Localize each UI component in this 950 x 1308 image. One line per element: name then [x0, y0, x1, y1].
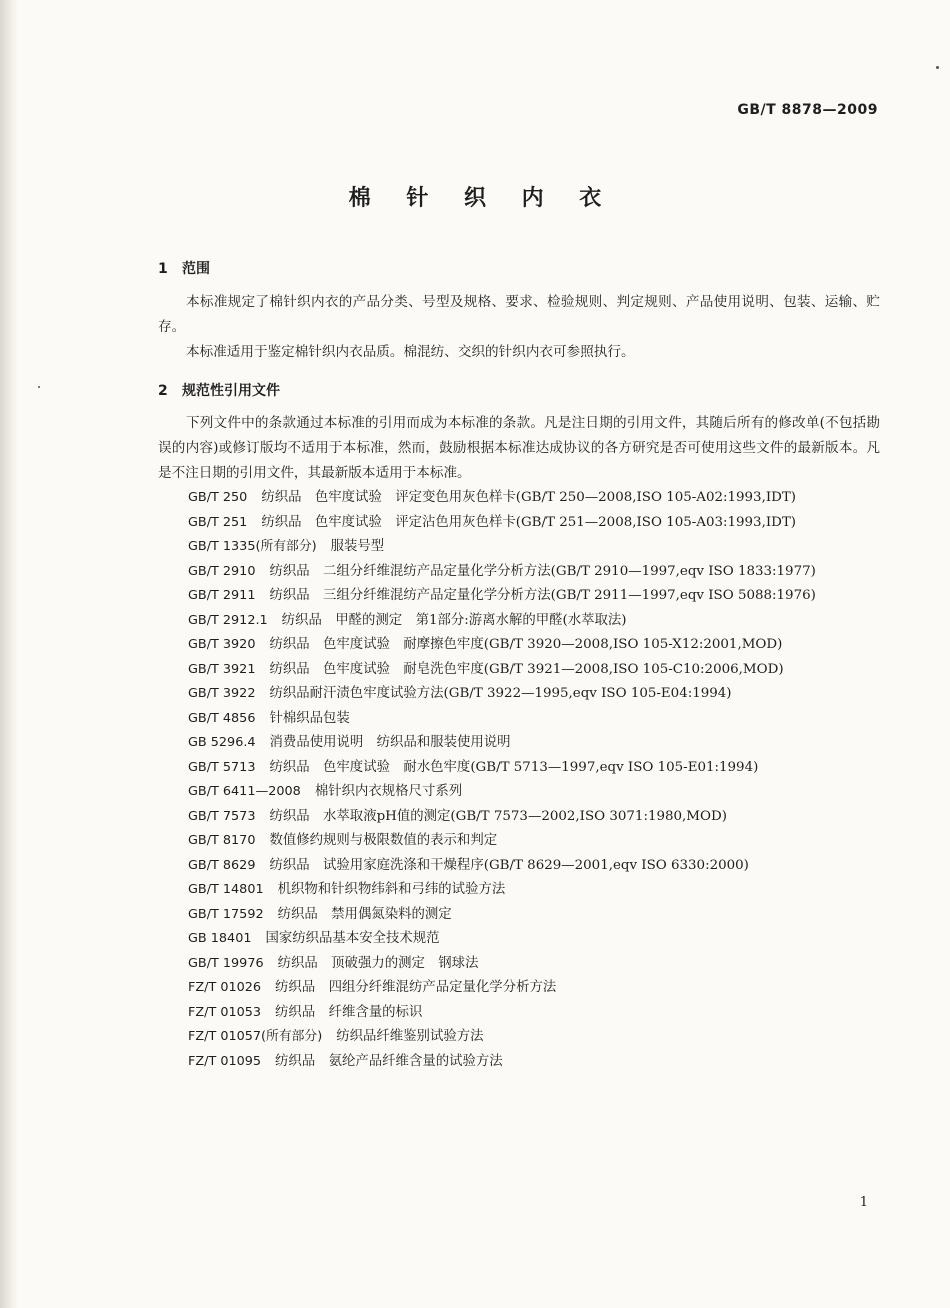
reference-title: 纺织品 甲醛的测定 第1部分:游离水解的甲醛(水萃取法)	[281, 612, 627, 628]
reference-item	[158, 633, 882, 658]
reference-code: GB 5296.4	[188, 735, 256, 750]
reference-code: GB/T 5713	[188, 759, 256, 775]
reference-code: GB/T 19976	[188, 955, 264, 971]
reference-title: 数值修约规则与极限数值的表示和判定	[269, 833, 498, 848]
reference-code: GB/T 3922	[188, 686, 256, 701]
reference-item	[158, 707, 882, 732]
reference-item	[158, 486, 882, 511]
reference-code: GB/T 1335(所有部分)	[188, 539, 317, 554]
reference-item	[158, 805, 882, 830]
section-title: 范围	[182, 261, 210, 277]
reference-item	[158, 878, 882, 903]
reference-title: 纺织品 禁用偶氮染料的测定	[277, 906, 452, 922]
reference-item	[158, 1050, 882, 1075]
reference-code: GB/T 14801	[188, 882, 264, 897]
reference-title: 纺织品 色牢度试验 耐摩擦色牢度(GB/T 3920—2008,ISO 105-X12:2001,MOD)	[269, 637, 783, 652]
reference-title: 纺织品纤维鉴别试验方法	[336, 1029, 484, 1044]
reference-code: GB 18401	[188, 931, 252, 946]
reference-item	[158, 584, 882, 609]
reference-list	[158, 486, 882, 1074]
reference-title: 纺织品 色牢度试验 耐皂洗色牢度(GB/T 3921—2008,ISO 105-C10:2006,MOD)	[269, 661, 784, 677]
reference-item	[158, 609, 882, 634]
reference-code: FZ/T 01053	[188, 1004, 262, 1020]
reference-item	[158, 1001, 882, 1026]
reference-code: GB/T 2912.1	[188, 612, 268, 628]
reference-item	[158, 658, 882, 683]
reference-code: GB/T 251	[188, 514, 248, 530]
reference-code: FZ/T 01057(所有部分)	[188, 1029, 323, 1044]
reference-title: 国家纺织品基本安全技术规范	[265, 931, 440, 946]
reference-title: 纺织品耐汗渍色牢度试验方法(GB/T 3922—1995,eqv ISO 105-E04:1994)	[269, 686, 732, 701]
reference-item	[158, 535, 882, 560]
reference-code: GB/T 8170	[188, 833, 256, 848]
reference-code: GB/T 8629	[188, 857, 256, 873]
section-heading-scope	[158, 258, 210, 278]
reference-title: 纺织品 四组分纤维混纺产品定量化学分析方法	[275, 980, 557, 995]
reference-code: GB/T 17592	[188, 906, 264, 922]
reference-code: GB/T 3920	[188, 637, 256, 652]
reference-title: 消费品使用说明 纺织品和服装使用说明	[269, 735, 511, 750]
reference-item	[158, 903, 882, 928]
reference-title: 纺织品 纤维含量的标识	[275, 1004, 423, 1020]
reference-item	[158, 952, 882, 977]
section-heading-normative-references	[158, 380, 280, 400]
reference-title: 棉针织内衣规格尺寸系列	[314, 784, 463, 799]
reference-item	[158, 756, 882, 781]
reference-code: FZ/T 01026	[188, 980, 262, 995]
reference-code: GB/T 4856	[188, 710, 256, 726]
reference-title: 纺织品 色牢度试验 耐水色牢度(GB/T 5713—1997,eqv ISO 105-E01:1994)	[269, 759, 759, 775]
reference-item	[158, 976, 882, 1001]
section-title: 规范性引用文件	[182, 383, 280, 399]
references-intro-paragraph: 下列文件中的条款通过本标准的引用而成为本标准的条款。凡是注日期的引用文件，其随后所有的修改单(不包括勘误的内容)或修订版均不适用于本标准，然而，鼓励根据本标准达成协议的各方研究是否可使用这些文件的最新版本。凡是不注日期的引用文件，其最新版本适用于本标准。	[158, 415, 880, 481]
reference-item	[158, 560, 882, 585]
reference-item	[158, 780, 882, 805]
page-title: 棉 针 织 内 衣	[348, 186, 616, 211]
reference-item	[158, 682, 882, 707]
scope-paragraph-1: 本标准规定了棉针织内衣的产品分类、号型及规格、要求、检验规则、判定规则、产品使用说明、包装、运输、贮存。	[158, 294, 880, 335]
reference-title: 服装号型	[330, 539, 385, 554]
reference-title: 纺织品 二组分纤维混纺产品定量化学分析方法(GB/T 2910—1997,eqv ISO 1833:1977)	[269, 563, 816, 579]
reference-item	[158, 854, 882, 879]
scan-speck	[38, 386, 40, 388]
reference-title: 针棉织品包装	[269, 710, 350, 726]
section-number: 2	[158, 383, 168, 399]
page-number: 1	[859, 1195, 868, 1210]
reference-title: 纺织品 色牢度试验 评定变色用灰色样卡(GB/T 250—2008,ISO 105-A02:1993,IDT)	[261, 490, 797, 505]
section-number: 1	[158, 261, 168, 277]
reference-title: 纺织品 试验用家庭洗涤和干燥程序(GB/T 8629—2001,eqv ISO 6330:2000)	[269, 857, 749, 873]
reference-code: GB/T 6411—2008	[188, 784, 301, 799]
reference-item	[158, 511, 882, 536]
reference-code: FZ/T 01095	[188, 1053, 262, 1069]
reference-title: 机织物和针织物纬斜和弓纬的试验方法	[277, 882, 506, 897]
reference-item	[158, 927, 882, 952]
reference-title: 纺织品 氨纶产品纤维含量的试验方法	[275, 1053, 503, 1069]
reference-title: 纺织品 水萃取液pH值的测定(GB/T 7573—2002,ISO 3071:1980,MOD)	[269, 808, 727, 824]
reference-item	[158, 829, 882, 854]
reference-item	[158, 731, 882, 756]
reference-code: GB/T 2910	[188, 563, 256, 579]
reference-title: 纺织品 三组分纤维混纺产品定量化学分析方法(GB/T 2911—1997,eqv ISO 5088:1976)	[269, 588, 816, 603]
reference-code: GB/T 3921	[188, 661, 256, 677]
standard-code: GB/T 8878—2009	[737, 102, 878, 118]
reference-code: GB/T 7573	[188, 808, 256, 824]
reference-title: 纺织品 色牢度试验 评定沾色用灰色样卡(GB/T 251—2008,ISO 105-A03:1993,IDT)	[261, 514, 797, 530]
reference-code: GB/T 250	[188, 490, 248, 505]
reference-title: 纺织品 顶破强力的测定 钢球法	[277, 955, 479, 971]
reference-item	[158, 1025, 882, 1050]
scope-paragraph-2: 本标准适用于鉴定棉针织内衣品质。棉混纺、交织的针织内衣可参照执行。	[186, 344, 635, 360]
scan-speck	[936, 66, 939, 69]
reference-code: GB/T 2911	[188, 588, 256, 603]
